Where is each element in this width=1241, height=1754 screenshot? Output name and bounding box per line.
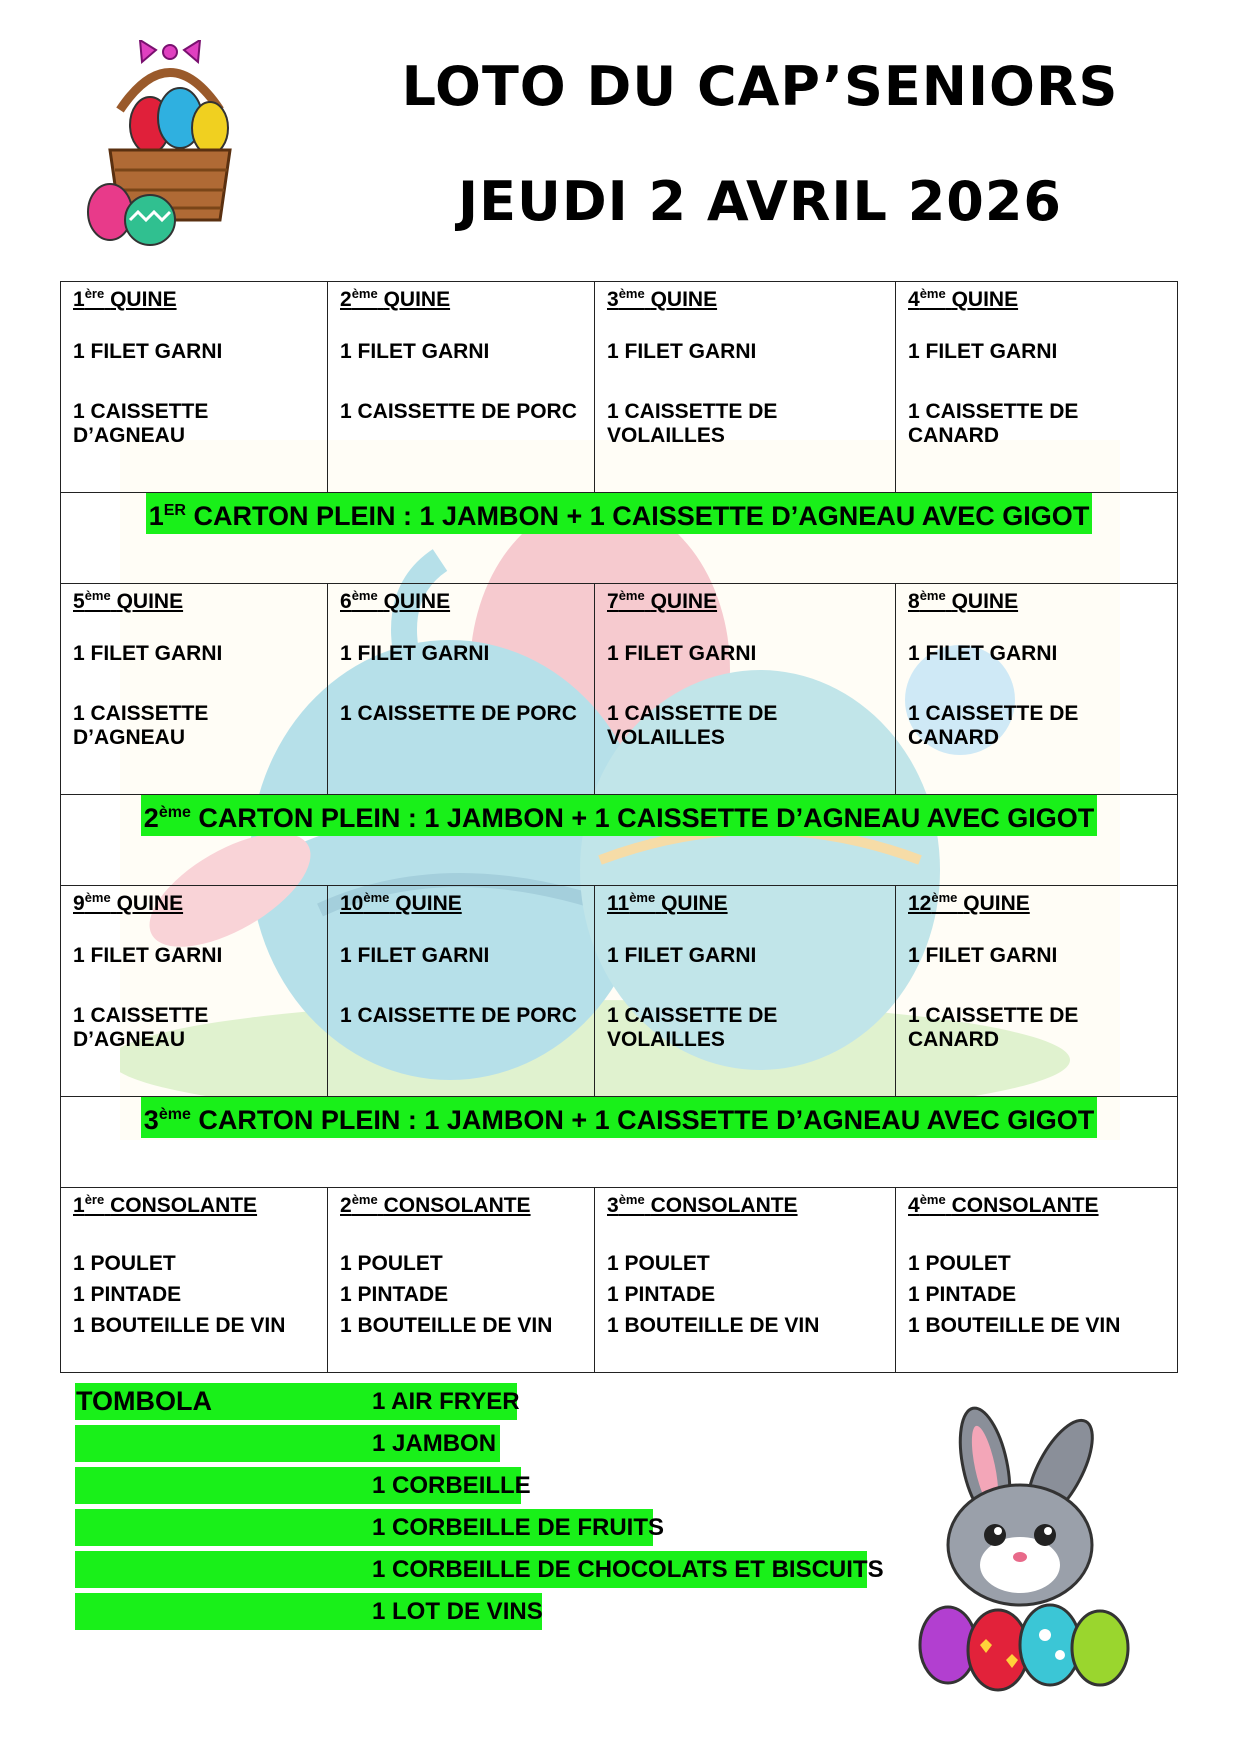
easter-bunny-icon xyxy=(910,1405,1160,1695)
quine-cell: 11ème QUINE 1 FILET GARNI 1 CAISSETTE DE VOLAILLES xyxy=(595,886,896,1097)
consolante-cell: 1ère CONSOLANTE 1 POULET 1 PINTADE 1 BOUTEILLE DE VIN xyxy=(61,1188,328,1373)
quine-cell: 7ème QUINE 1 FILET GARNI 1 CAISSETTE DE VOLAILLES xyxy=(595,584,896,795)
tombola-label: TOMBOLA xyxy=(76,1386,211,1416)
consolante-cell: 3ème CONSOLANTE 1 POULET 1 PINTADE 1 BOUTEILLE DE VIN xyxy=(595,1188,896,1373)
consolante-cell: 2ème CONSOLANTE 1 POULET 1 PINTADE 1 BOUTEILLE DE VIN xyxy=(328,1188,595,1373)
quine-cell: 6ème QUINE 1 FILET GARNI 1 CAISSETTE DE PORC xyxy=(328,584,595,795)
quine-cell: 4ème QUINE 1 FILET GARNI 1 CAISSETTE DE CANARD xyxy=(896,282,1178,493)
carton-plein-3: 3ème CARTON PLEIN : 1 JAMBON + 1 CAISSETTE D’AGNEAU AVEC GIGOT xyxy=(141,1097,1097,1138)
page-title: LOTO DU CAP’SENIORS xyxy=(401,55,1119,118)
quine-cell: 1ère QUINE 1 FILET GARNI 1 CAISSETTE D’AGNEAU xyxy=(61,282,328,493)
carton-plein-1: 1ER CARTON PLEIN : 1 JAMBON + 1 CAISSETTE D’AGNEAU AVEC GIGOT xyxy=(146,493,1093,534)
quine-cell: 9ème QUINE 1 FILET GARNI 1 CAISSETTE D’AGNEAU xyxy=(61,886,328,1097)
consolante-cell: 4ème CONSOLANTE 1 POULET 1 PINTADE 1 BOUTEILLE DE VIN xyxy=(896,1188,1178,1373)
easter-basket-icon xyxy=(80,40,260,250)
quine-row xyxy=(61,282,1178,493)
carton-plein-2: 2ème CARTON PLEIN : 1 JAMBON + 1 CAISSETTE D’AGNEAU AVEC GIGOT xyxy=(141,795,1097,836)
quine-row xyxy=(61,584,1178,795)
quine-cell: 3ème QUINE 1 FILET GARNI 1 CAISSETTE DE VOLAILLES xyxy=(595,282,896,493)
quine-row xyxy=(61,886,1178,1097)
carton-row xyxy=(61,493,1178,584)
carton-row xyxy=(61,1097,1178,1188)
quine-cell: 10ème QUINE 1 FILET GARNI 1 CAISSETTE DE PORC xyxy=(328,886,595,1097)
carton-row xyxy=(61,795,1178,886)
quine-cell: 8ème QUINE 1 FILET GARNI 1 CAISSETTE DE CANARD xyxy=(896,584,1178,795)
event-date: JEUDI 2 AVRIL 2026 xyxy=(457,170,1062,233)
quine-cell: 12ème QUINE 1 FILET GARNI 1 CAISSETTE DE CANARD xyxy=(896,886,1178,1097)
consolante-row xyxy=(61,1188,1178,1373)
prize-table xyxy=(60,281,1178,1373)
quine-cell: 5ème QUINE 1 FILET GARNI 1 CAISSETTE D’AGNEAU xyxy=(61,584,328,795)
quine-cell: 2ème QUINE 1 FILET GARNI 1 CAISSETTE DE PORC xyxy=(328,282,595,493)
